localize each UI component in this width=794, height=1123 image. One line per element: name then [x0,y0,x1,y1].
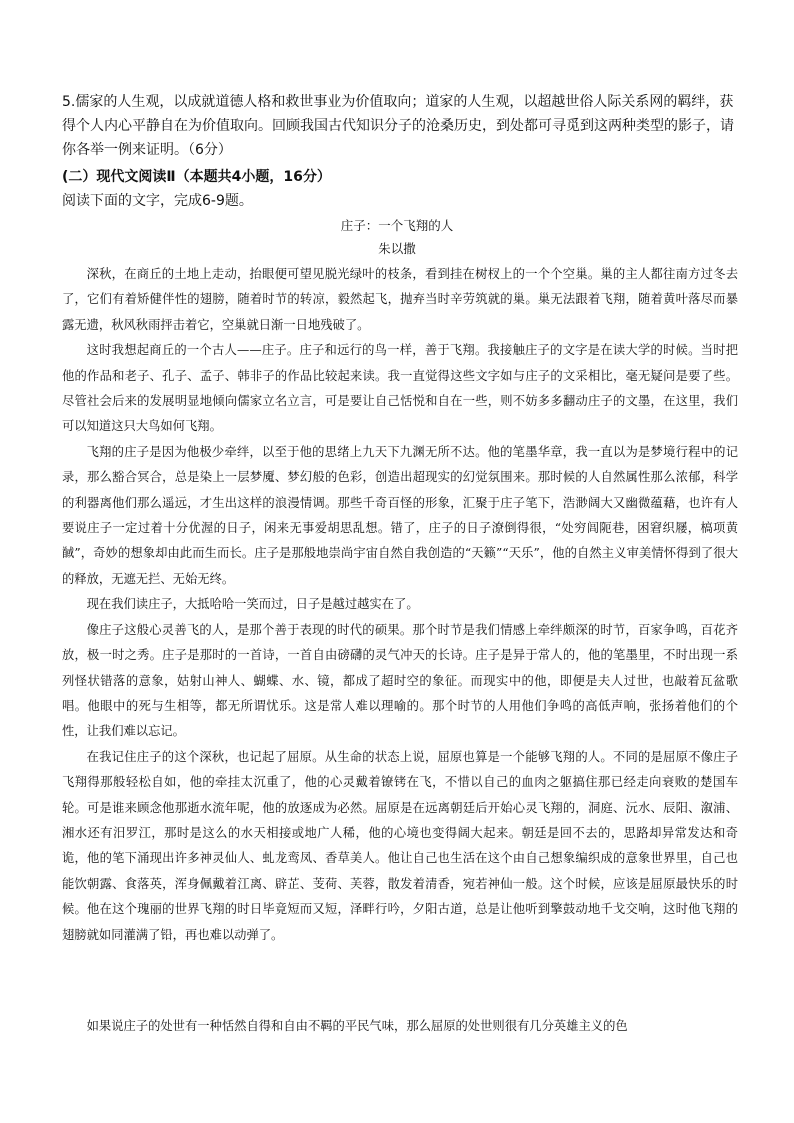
article-paragraph: 现在我们读庄子，大抵哈哈一笑而过，日子是越过越实在了。 [86,597,419,612]
question-5: 5.儒家的人生观，以成就道德人格和救世事业为价值取向；道家的人生观，以超越世俗人际关系网的羁绊，获得个人内心平静自在为价值取向。回顾我国古代知识分子的沧桑历史，到处都可寻觅到这两种类型的影子，请你各举一例来证明。（6分） [62,94,734,158]
reading-instruction: 阅读下面的文字，完成6-9题。 [62,193,253,209]
article-paragraph: 深秋，在商丘的土地上走动，抬眼便可望见脱光绿叶的枝条，看到挂在树杈上的一个个空巢。巢的主人都往南方过冬去了，它们有着矫健伴性的翅膀，随着时节的转凉，毅然起飞，抛弃当时辛劳筑就的巢。巢无法跟着飞翔，随着黄叶落尽而暴露无遗，秋风秋雨抨击着它，空巢就日渐一日地残破了。 [62,267,738,332]
article-paragraph: 飞翔的庄子是因为他极少牵绊，以至于他的思绪上九天下九渊无所不达。他的笔墨华章，我一直以为是梦境行程中的记录，那么豁合冥合，总是染上一层梦魇、梦幻般的色彩，创造出超现实的幻觉氛围来。那时候的人自然属性那么浓郁，科学的利器离他们那么遥远，才生出这样的浪漫情调。那些千奇百怪的形象，汇聚于庄子笔下，浩渺阔大又幽微蕴藉，也许有人要说庄子一定过着十分优渥的日子，闲来无事爱胡思乱想。错了，庄子的日子潦倒得很，“处穷闾阨巷，困窘织屦，槁项黄馘”，奇妙的想象却由此而生而长。庄子是那般地崇尚宇宙自然自我创造的“天籁”“天乐”，他的自然主义审美情怀得到了很大的释放，无遮无拦、无始无终。 [62,444,738,586]
article-paragraph: 在我记住庄子的这个深秋，也记起了屈原。从生命的状态上说，屈原也算是一个能够飞翔的人。不同的是屈原不像庄子飞翔得那般轻松自如，他的牵挂太沉重了，他的心灵戴着镣铐在飞，不惜以自己的血肉之躯搞住那已经走向衰败的楚国车轮。可是谁来顾念他那逝水流年呢，他的放逐成为必然。屈原是在远离朝廷后开始心灵飞翔的，洞庭、沅水、辰阳、溆浦、湘水还有汨罗江，那时是这么的水天相接或地广人稀，他的心境也变得阔大起来。朝廷是回不去的，思路却异常发达和奇诡，他的笔下涌现出许多神灵仙人、虬龙鸾凤、香草美人。他让自己也生活在这个由自己想象编织成的意象世界里，自己也能饮朝露、食落英，浑身佩戴着江离、辟芷、芰荷、芙蓉，散发着清香，宛若神仙一般。这个时候，应该是屈原最快乐的时候。他在这个瑰丽的世界飞翔的时日毕竟短而又短，泽畔行吟，夕阳古道，总是让他听到擎鼓动地千戈交响，这时他飞翔的翅膀就如同灌满了铅，再也难以动弹了。 [62,749,738,942]
article-title: 庄子：一个飞翔的人 [340,218,454,233]
article-paragraph-continued: 如果说庄子的处世有一种恬然自得和自由不羁的平民气味，那么屈原的处世则很有几分英雄主义的色 [86,1019,628,1033]
article-paragraph: 像庄子这般心灵善飞的人，是那个善于表现的时代的硕果。那个时节是我们情感上牵绊颇深的时节，百家争鸣，百花齐放，极一时之秀。庄子是那时的一首诗，一首自由磅礴的灵气冲天的长诗。庄子是异于常人的，他的笔墨里，不时出现一系列怪状错落的意象，姑射山神人、蝴蝶、水、镜，都成了超时空的象征。而现实中的他，即便是夫人过世，也敲着瓦盆歌唱。他眼中的死与生相等，都无所谓忧乐。这是常人难以理喻的。那个时节的人用他们争鸣的高低声响，张扬着他们的个性，让我们难以忘记。 [62,622,738,739]
article-body [62,262,738,948]
section-heading: (二）现代文阅读Ⅱ（本题共4小题，16分） [62,169,331,185]
article-author: 朱以撒 [378,241,416,256]
article-paragraph: 这时我想起商丘的一个古人——庄子。庄子和远行的鸟一样，善于飞翔。我接触庄子的文字是在读大学的时候。当时把他的作品和老子、孔子、孟子、韩非子的作品比较起来读。我一直觉得这些文字如与庄子的文采相比，毫无疑问是要了些。尽管社会后来的发展明显地倾向儒家立名立言，可是要让自己恬悦和自在一些，则不妨多多翻动庄子的文墨，在这里，我们可以知道这只大鸟如何飞翔。 [62,343,738,434]
